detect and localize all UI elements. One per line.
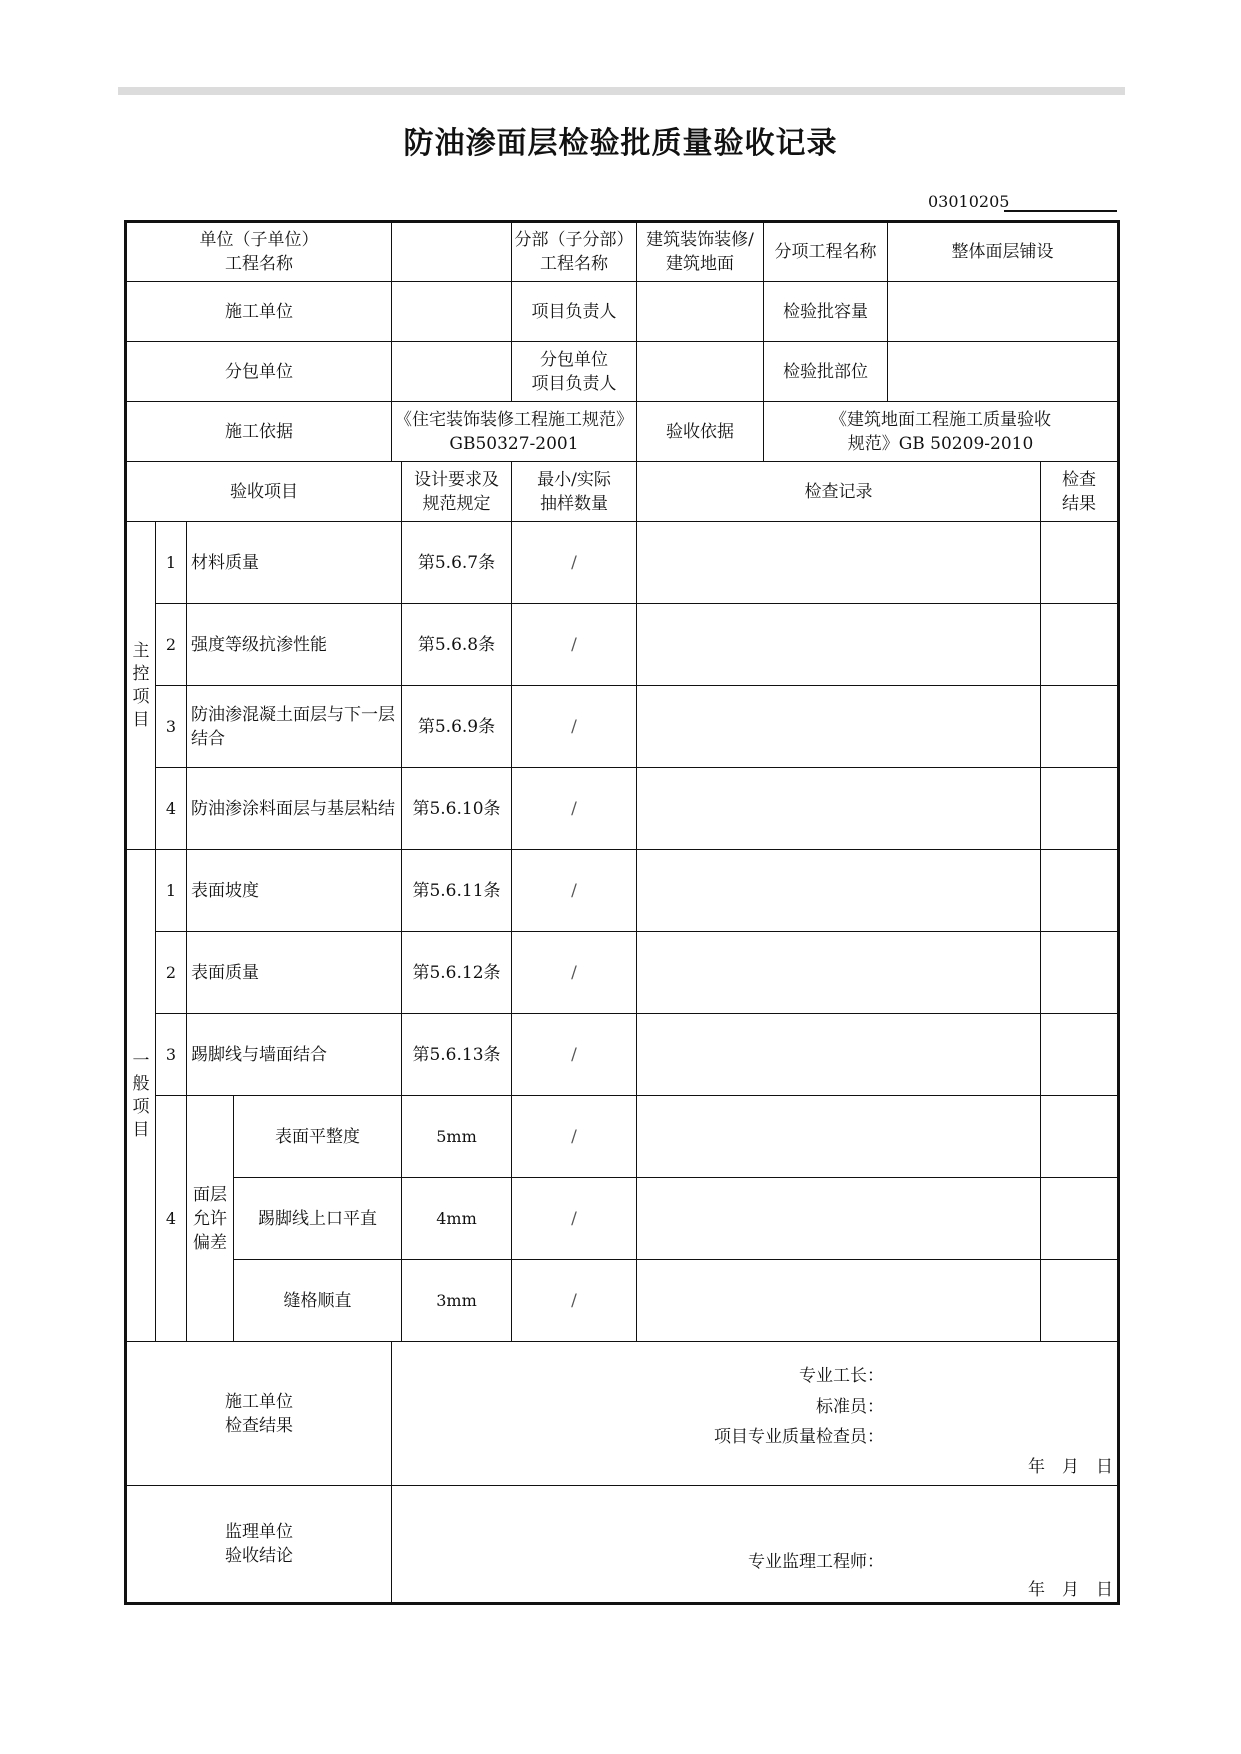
unit-label-line2: 工程名称 — [225, 254, 293, 274]
item-no: 1 — [156, 850, 187, 932]
item-spec: 第5.6.8条 — [402, 604, 512, 686]
deviation-label-line3: 偏差 — [193, 1232, 227, 1253]
project-leader-value[interactable] — [637, 282, 764, 342]
item-name: 防油渗涂料面层与基层粘结 — [187, 768, 402, 850]
subcontract-leader-value[interactable] — [637, 342, 764, 402]
supervision-label-line2: 验收结论 — [225, 1546, 293, 1566]
item-record[interactable] — [637, 522, 1041, 604]
basis-value-line2: GB50327-2001 — [449, 433, 579, 454]
standard-officer-label: 标准员： — [816, 1397, 884, 1417]
deviation-sample: / — [512, 1178, 637, 1260]
division-label — [512, 222, 637, 282]
unit-label — [126, 222, 392, 282]
item-sample: / — [512, 768, 637, 850]
item-no: 3 — [156, 686, 187, 768]
item-result[interactable] — [1041, 768, 1119, 850]
supervision-engineer-label: 专业监理工程师： — [748, 1552, 884, 1572]
division-value-line2: 建筑地面 — [666, 254, 734, 274]
table-row — [126, 522, 1119, 604]
item-record[interactable] — [637, 604, 1041, 686]
project-leader-label: 项目负责人 — [512, 282, 637, 342]
item-sample: / — [512, 932, 637, 1014]
item-record[interactable] — [637, 1260, 1041, 1342]
top-divider — [118, 87, 1125, 95]
main-control-label-text: 主控项目 — [132, 640, 150, 730]
subcontract-label: 分包单位 — [126, 342, 392, 402]
col-result-line1: 检查 — [1062, 469, 1096, 490]
batch-location-label: 检验批部位 — [764, 342, 888, 402]
item-sample: / — [512, 1014, 637, 1096]
item-result[interactable] — [1041, 604, 1119, 686]
item-result[interactable] — [1041, 1014, 1119, 1096]
main-control-label — [126, 522, 156, 850]
deviation-spec: 4mm — [402, 1178, 512, 1260]
acceptance-basis-label: 验收依据 — [637, 402, 764, 462]
col-result — [1041, 462, 1119, 522]
item-name: 表面坡度 — [187, 850, 402, 932]
col-sample-line1: 最小/实际 — [537, 469, 611, 490]
deviation-spec: 3mm — [402, 1260, 512, 1342]
item-no: 4 — [156, 768, 187, 850]
page-title: 防油渗面层检验批质量验收记录 — [403, 126, 838, 161]
acceptance-basis-line1: 《建筑地面工程施工质量验收 — [830, 409, 1051, 430]
deviation-label-line2: 允许 — [193, 1208, 227, 1229]
item-result[interactable] — [1041, 932, 1119, 1014]
header-row-unit — [126, 222, 1119, 282]
foreman-label: 专业工长： — [799, 1366, 884, 1386]
item-name: 踢脚线与墙面结合 — [187, 1014, 402, 1096]
form-code: 03010205 — [928, 192, 1010, 211]
construction-unit-label: 施工单位 — [126, 282, 392, 342]
construction-check-label — [126, 1342, 392, 1486]
item-sample: / — [512, 850, 637, 932]
basis-value — [392, 402, 637, 462]
table-row — [126, 932, 1119, 1014]
item-result[interactable] — [1041, 522, 1119, 604]
subitem-value: 整体面层铺设 — [888, 222, 1119, 282]
item-record[interactable] — [637, 768, 1041, 850]
construction-check-label-line2: 检查结果 — [225, 1415, 293, 1436]
item-spec: 第5.6.12条 — [402, 932, 512, 1014]
division-value — [637, 222, 764, 282]
item-name: 材料质量 — [187, 522, 402, 604]
col-sample — [512, 462, 637, 522]
col-item: 验收项目 — [126, 462, 402, 522]
item-result[interactable] — [1041, 1260, 1119, 1342]
table-row — [126, 686, 1119, 768]
subcontract-leader-line2: 项目负责人 — [531, 373, 617, 394]
item-spec: 第5.6.13条 — [402, 1014, 512, 1096]
deviation-label-line1: 面层 — [193, 1184, 227, 1205]
construction-unit-value[interactable] — [392, 282, 512, 342]
item-record[interactable] — [637, 686, 1041, 768]
form-code-underline — [1004, 210, 1117, 212]
item-record[interactable] — [637, 1096, 1041, 1178]
table-row — [126, 1096, 1119, 1178]
deviation-name: 缝格顺直 — [234, 1260, 402, 1342]
batch-capacity-value[interactable] — [888, 282, 1119, 342]
item-name: 防油渗混凝土面层与下一层结合 — [187, 686, 402, 768]
unit-value[interactable] — [392, 222, 512, 282]
division-label-line1: 分部（子分部） — [514, 230, 634, 250]
general-label-text: 一般项目 — [132, 1050, 150, 1140]
subcontract-value[interactable] — [392, 342, 512, 402]
acceptance-basis-value — [764, 402, 1119, 462]
construction-check-label-line1: 施工单位 — [225, 1391, 293, 1412]
acceptance-basis-line2: 规范》GB 50209-2010 — [847, 433, 1034, 454]
table-row — [126, 604, 1119, 686]
inspection-record-table — [124, 220, 1120, 1605]
item-sample: / — [512, 686, 637, 768]
construction-check-row — [126, 1342, 1119, 1486]
item-no: 2 — [156, 932, 187, 1014]
subcontract-leader-label — [512, 342, 637, 402]
unit-label-line1: 单位（子单位） — [199, 230, 319, 250]
supervision-row — [126, 1486, 1119, 1604]
item-record[interactable] — [637, 850, 1041, 932]
deviation-sample: / — [512, 1096, 637, 1178]
item-name: 表面质量 — [187, 932, 402, 1014]
table-row — [126, 1260, 1119, 1342]
construction-date: 年 月 日 — [1028, 1457, 1113, 1477]
division-value-line1: 建筑装饰装修/ — [646, 230, 754, 250]
item-sample: / — [512, 604, 637, 686]
general-label — [126, 850, 156, 1342]
deviation-name: 踢脚线上口平直 — [234, 1178, 402, 1260]
header-row-basis — [126, 402, 1119, 462]
item-no: 3 — [156, 1014, 187, 1096]
subcontract-leader-line1: 分包单位 — [540, 349, 608, 370]
subitem-label: 分项工程名称 — [764, 222, 888, 282]
deviation-name: 表面平整度 — [234, 1096, 402, 1178]
item-no: 4 — [156, 1096, 187, 1342]
col-result-line2: 结果 — [1062, 493, 1096, 514]
item-result[interactable] — [1041, 686, 1119, 768]
supervision-date: 年 月 日 — [1028, 1580, 1113, 1600]
column-header-row — [126, 462, 1119, 522]
item-spec: 第5.6.10条 — [402, 768, 512, 850]
deviation-label — [187, 1096, 234, 1342]
item-record[interactable] — [637, 1178, 1041, 1260]
table-row — [126, 1178, 1119, 1260]
batch-location-value[interactable] — [888, 342, 1119, 402]
item-sample: / — [512, 522, 637, 604]
supervision-label — [126, 1486, 392, 1604]
supervision-signatures[interactable] — [392, 1486, 1119, 1604]
item-spec: 第5.6.7条 — [402, 522, 512, 604]
col-design — [402, 462, 512, 522]
item-spec: 第5.6.9条 — [402, 686, 512, 768]
item-record[interactable] — [637, 1014, 1041, 1096]
construction-check-signatures[interactable] — [392, 1342, 1119, 1486]
item-no: 2 — [156, 604, 187, 686]
table-row — [126, 850, 1119, 932]
batch-capacity-label: 检验批容量 — [764, 282, 888, 342]
basis-value-line1: 《住宅装饰装修工程施工规范》 — [395, 409, 633, 430]
item-result[interactable] — [1041, 1178, 1119, 1260]
division-label-line2: 工程名称 — [540, 254, 608, 274]
item-result[interactable] — [1041, 1096, 1119, 1178]
item-no: 1 — [156, 522, 187, 604]
col-design-line1: 设计要求及 — [414, 469, 499, 490]
item-name: 强度等级抗渗性能 — [187, 604, 402, 686]
col-record: 检查记录 — [637, 462, 1041, 522]
supervision-label-line1: 监理单位 — [225, 1522, 293, 1542]
basis-label: 施工依据 — [126, 402, 392, 462]
header-row-subcontract — [126, 342, 1119, 402]
item-result[interactable] — [1041, 850, 1119, 932]
col-sample-line2: 抽样数量 — [540, 493, 608, 514]
col-design-line2: 规范规定 — [422, 493, 491, 514]
item-spec: 第5.6.11条 — [402, 850, 512, 932]
quality-inspector-label: 项目专业质量检查员： — [714, 1427, 884, 1447]
item-record[interactable] — [637, 932, 1041, 1014]
deviation-spec: 5mm — [402, 1096, 512, 1178]
table-row — [126, 768, 1119, 850]
header-row-construction — [126, 282, 1119, 342]
deviation-sample: / — [512, 1260, 637, 1342]
table-row — [126, 1014, 1119, 1096]
